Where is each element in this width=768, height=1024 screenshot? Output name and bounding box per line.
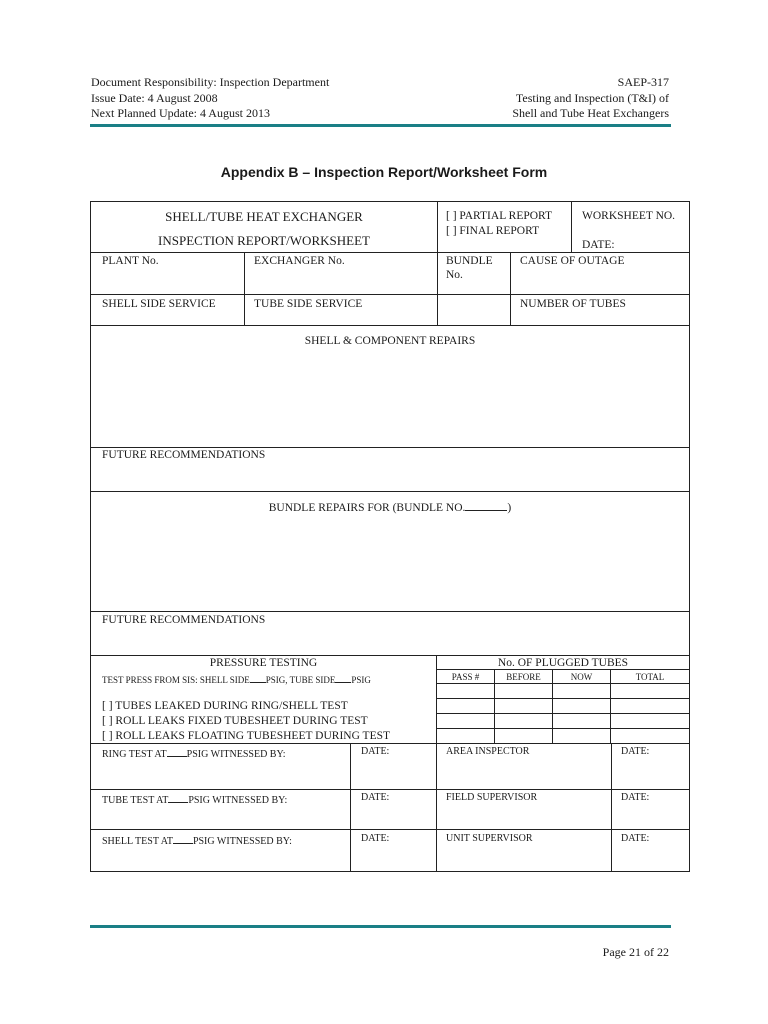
bundle-no-blank[interactable]	[465, 499, 507, 511]
unit-supervisor-label: UNIT SUPERVISOR	[446, 833, 533, 844]
divider	[90, 252, 690, 253]
bundle-repairs-heading	[91, 499, 689, 515]
divider	[90, 294, 690, 295]
divider	[436, 713, 690, 714]
plugged-tubes-heading: No. OF PLUGGED TUBES	[497, 657, 629, 669]
shell-test-prefix: SHELL TEST AT	[102, 836, 173, 847]
tube-side-psig-blank[interactable]	[335, 671, 351, 683]
bundle-repairs-suffix: )	[507, 502, 512, 514]
tube-test-suffix: PSIG WITNESSED BY:	[188, 795, 288, 806]
doc-number: SAEP-317	[617, 75, 669, 89]
form-border-left	[90, 201, 91, 872]
col-now: NOW	[570, 672, 593, 682]
pressure-testing-heading: PRESSURE TESTING	[209, 657, 318, 669]
tube-test-psig-blank[interactable]	[168, 791, 188, 803]
divider	[244, 252, 245, 325]
shell-test-date-label: DATE:	[361, 833, 390, 844]
divider	[436, 728, 690, 729]
final-report-checkbox[interactable]: [ ] FINAL REPORT	[446, 225, 540, 237]
shell-repairs-heading: SHELL & COMPONENT REPAIRS	[304, 335, 476, 347]
tube-test-label	[102, 791, 287, 808]
shell-test-label	[102, 832, 292, 849]
form-border-bottom	[90, 871, 690, 872]
divider	[350, 743, 351, 871]
form-border-top	[90, 201, 690, 202]
unit-supervisor-date-label: DATE:	[621, 833, 650, 844]
divider	[90, 491, 690, 492]
future-recommendations-label: FUTURE RECOMMENDATIONS	[102, 449, 266, 461]
form-border-right	[689, 201, 690, 872]
ring-test-date-label: DATE:	[361, 746, 390, 757]
test-press-tube-label: PSIG, TUBE SIDE	[265, 675, 336, 685]
roll-leaks-fixed-checkbox[interactable]: [ ] ROLL LEAKS FIXED TUBESHEET DURING TEST	[102, 715, 368, 727]
divider	[436, 698, 690, 699]
future-recommendations-label: FUTURE RECOMMENDATIONS	[102, 614, 266, 626]
roll-leaks-floating-checkbox[interactable]: [ ] ROLL LEAKS FLOATING TUBESHEET DURING TEST	[102, 730, 391, 742]
doc-subject-line2: Shell and Tube Heat Exchangers	[512, 106, 669, 120]
page-number: Page 21 of 22	[602, 945, 669, 959]
col-total: TOTAL	[635, 672, 665, 682]
bundle-label: BUNDLE	[446, 255, 493, 267]
divider	[90, 829, 690, 830]
plant-no-label: PLANT No.	[102, 255, 159, 267]
divider	[510, 252, 511, 325]
test-press-psig-label: PSIG	[351, 675, 371, 685]
partial-report-checkbox[interactable]: [ ] PARTIAL REPORT	[446, 210, 553, 222]
next-update: Next Planned Update: 4 August 2013	[91, 106, 270, 120]
ring-test-psig-blank[interactable]	[167, 745, 187, 757]
doc-responsibility: Document Responsibility: Inspection Department	[91, 75, 330, 89]
ring-test-label	[102, 745, 286, 762]
cause-of-outage-label: CAUSE OF OUTAGE	[520, 255, 625, 267]
divider	[571, 201, 572, 252]
shell-side-service-label: SHELL SIDE SERVICE	[102, 298, 216, 310]
area-inspector-date-label: DATE:	[621, 746, 650, 757]
field-supervisor-date-label: DATE:	[621, 792, 650, 803]
ring-test-suffix: PSIG WITNESSED BY:	[186, 749, 286, 760]
tube-test-prefix: TUBE TEST AT	[102, 795, 169, 806]
divider	[436, 743, 437, 871]
worksheet-date-label: DATE:	[582, 239, 615, 251]
shell-test-suffix: PSIG WITNESSED BY:	[192, 836, 292, 847]
doc-subject-line1: Testing and Inspection (T&I) of	[515, 90, 669, 105]
exchanger-no-label: EXCHANGER No.	[254, 255, 345, 267]
col-before: BEFORE	[506, 672, 541, 682]
form-heading-line1: SHELL/TUBE HEAT EXCHANGER	[165, 209, 363, 224]
bundle-no-label: No.	[446, 269, 463, 281]
divider	[90, 325, 690, 326]
test-press-line	[102, 671, 371, 687]
test-press-shell-label: TEST PRESS FROM SIS: SHELL SIDE	[102, 675, 250, 685]
shell-side-psig-blank[interactable]	[250, 671, 266, 683]
tube-test-date-label: DATE:	[361, 792, 390, 803]
col-pass: PASS #	[451, 672, 480, 682]
ring-test-prefix: RING TEST AT	[102, 749, 167, 760]
bundle-repairs-prefix: BUNDLE REPAIRS FOR (BUNDLE NO.	[268, 502, 466, 514]
divider	[611, 743, 612, 871]
issue-date: Issue Date: 4 August 2008	[91, 90, 218, 105]
area-inspector-label: AREA INSPECTOR	[446, 746, 530, 757]
page-title: Appendix B – Inspection Report/Worksheet Form	[220, 164, 548, 180]
footer-rule	[90, 925, 671, 928]
worksheet-no-label: WORKSHEET NO.	[582, 210, 676, 222]
divider	[90, 789, 690, 790]
field-supervisor-label: FIELD SUPERVISOR	[446, 792, 538, 803]
divider	[90, 611, 690, 612]
form-heading-line2: INSPECTION REPORT/WORKSHEET	[158, 233, 370, 248]
divider	[437, 201, 438, 325]
number-of-tubes-label: NUMBER OF TUBES	[520, 298, 626, 310]
divider	[90, 743, 690, 744]
tubes-leaked-checkbox[interactable]: [ ] TUBES LEAKED DURING RING/SHELL TEST	[102, 700, 348, 712]
tube-side-service-label: TUBE SIDE SERVICE	[254, 298, 363, 310]
shell-test-psig-blank[interactable]	[173, 832, 193, 844]
